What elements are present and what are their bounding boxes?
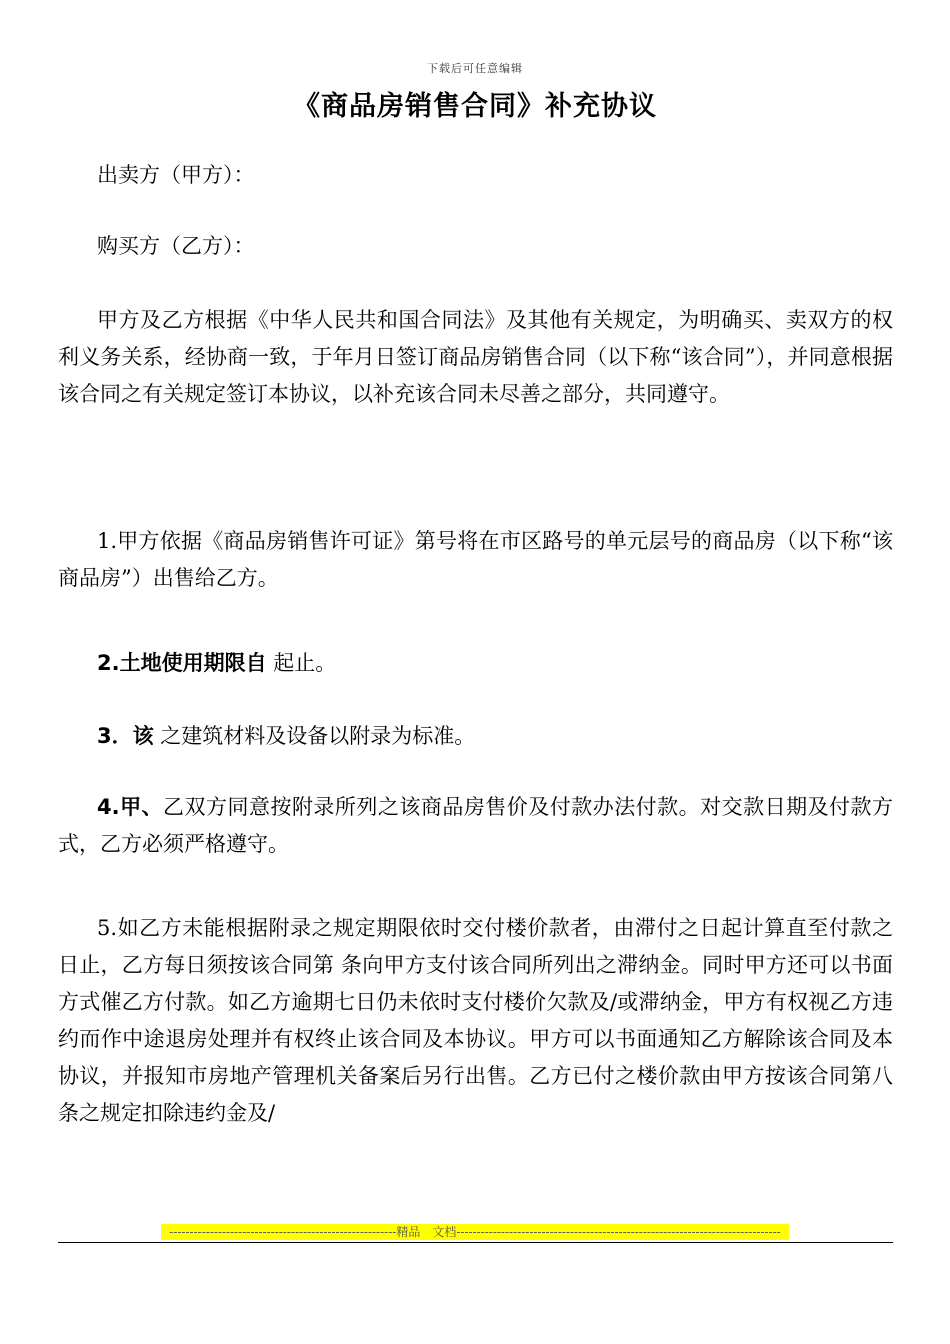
intro-paragraph: 甲方及乙方根据《中华人民共和国合同法》及其他有关规定，为明确买、卖双方的权利义务关系，经协商一致，于年月日签订商品房销售合同（以下称“该合同”），并同意根据该合同之有关规定签订本协议，以补充该合同未尽善之部分，共同遵守。 <box>58 308 893 406</box>
clause-4 <box>58 789 893 863</box>
document-title: 《商品房销售合同》补充协议 <box>293 91 657 122</box>
clause-2-heading: 2.土地使用期限自 <box>97 651 267 675</box>
clause-4-text: 乙双方同意按附录所列之该商品房售价及付款办法付款。对交款日期及付款方式，乙方必须严格遵守。 <box>58 795 893 856</box>
buyer-line: 购买方（乙方）： <box>97 234 255 258</box>
footer-watermark: --------------------------------------------------------精品 文档-------------------------------------------------------------------------------- <box>161 1224 789 1240</box>
clause-4-heading: 4.甲、 <box>97 795 164 819</box>
clause-3-heading: 3．该 <box>97 724 154 748</box>
clause-2-text: 起止。 <box>266 651 337 675</box>
seller-line: 出卖方（甲方）： <box>97 163 255 187</box>
header-note: 下载后可任意编辑 <box>427 62 523 75</box>
clause-2 <box>58 645 893 682</box>
clause-5: 5.如乙方未能根据附录之规定期限依时交付楼价款者，由滞付之日起计算直至付款之日止，乙方每日须按该合同第 条向甲方支付该合同所列出之滞纳金。同时甲方还可以书面方式催乙方付款。如乙方逾期七日仍未依时支付楼价欠款及/或滞纳金，甲方有权视乙方违约而作中途退房处理并有权终止该合同及本协议。甲方可以书面通知乙方解除该合同及本协议，并报知市房地产管理机关备案后另行出售。乙方已付之楼价款由甲方按该合同第八条之规定扣除违约金及/ <box>58 916 893 1125</box>
clause-3-text: 之建筑材料及设备以附录为标准。 <box>153 724 476 748</box>
clause-1: 1.甲方依据《商品房销售许可证》第号将在市区路号的单元层号的商品房（以下称“该商品房”）出售给乙方。 <box>58 529 893 590</box>
footer-divider <box>58 1242 893 1243</box>
clause-3 <box>58 718 893 755</box>
